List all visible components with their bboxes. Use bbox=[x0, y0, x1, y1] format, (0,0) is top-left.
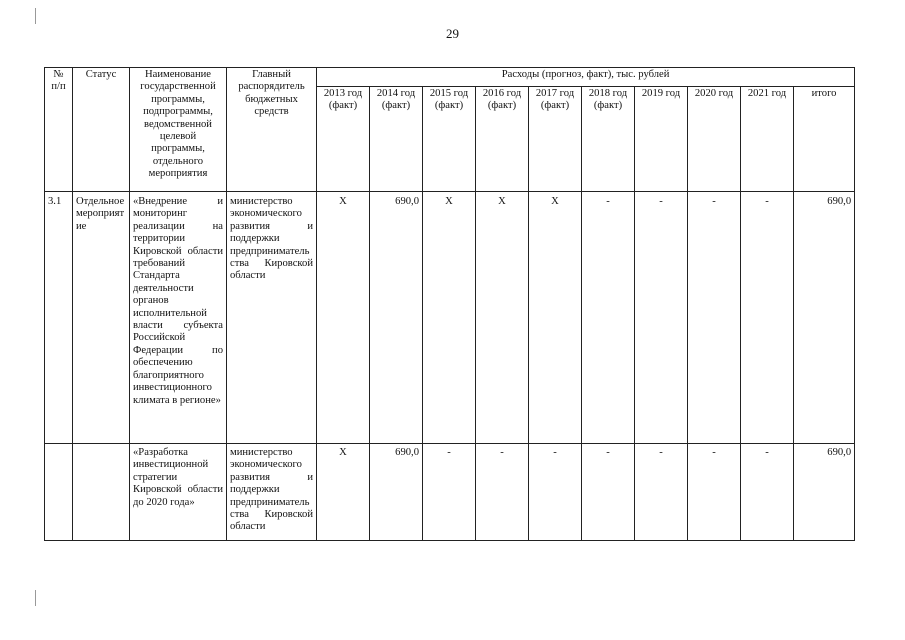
row-status: Отдельное мероприятие bbox=[73, 192, 130, 444]
total-header: итого bbox=[794, 87, 855, 192]
value-cell: - bbox=[635, 444, 688, 541]
row-name: «Разработка инвестиционной стратегии Кировской области до 2020 года» bbox=[130, 444, 227, 541]
value-cell: - bbox=[688, 444, 741, 541]
value-cell: X bbox=[529, 192, 582, 444]
table-row bbox=[45, 444, 855, 541]
header-num: № п/п bbox=[45, 68, 73, 192]
row-manager: министерство экономического развития и поддержки предпринимательства Кировской области bbox=[227, 444, 317, 541]
year-header: 2015 год (факт) bbox=[423, 87, 476, 192]
header-expenses: Расходы (прогноз, факт), тыс. рублей bbox=[317, 68, 855, 87]
value-cell: 690,0 bbox=[370, 192, 423, 444]
year-header: 2013 год (факт) bbox=[317, 87, 370, 192]
value-cell: - bbox=[741, 192, 794, 444]
scan-edge-mark-bottom bbox=[35, 590, 36, 606]
row-num bbox=[45, 444, 73, 541]
year-header: 2014 год (факт) bbox=[370, 87, 423, 192]
page-number: 29 bbox=[446, 26, 459, 41]
total-cell: 690,0 bbox=[794, 192, 855, 444]
value-cell: X bbox=[317, 192, 370, 444]
row-num: 3.1 bbox=[45, 192, 73, 444]
budget-table bbox=[44, 67, 855, 541]
header-name: Наименование государственной программы, подпрограммы, ведомственной целевой программы, отдельного мероприятия bbox=[130, 68, 227, 192]
value-cell: - bbox=[582, 192, 635, 444]
year-header: 2018 год (факт) bbox=[582, 87, 635, 192]
value-cell: - bbox=[635, 192, 688, 444]
scan-edge-mark-top bbox=[35, 8, 36, 24]
year-header: 2019 год bbox=[635, 87, 688, 192]
row-name: «Внедрение и мониторинг реализации на территории Кировской области требований Стандарта деятельности органов исполнительной власти субъекта Российской Федерации по обеспечению благоприятного инвестиционного климата в регионе» bbox=[130, 192, 227, 444]
value-cell: - bbox=[423, 444, 476, 541]
value-cell: - bbox=[688, 192, 741, 444]
header-status: Статус bbox=[73, 68, 130, 192]
value-cell: - bbox=[476, 444, 529, 541]
value-cell: - bbox=[582, 444, 635, 541]
value-cell: X bbox=[317, 444, 370, 541]
value-cell: - bbox=[741, 444, 794, 541]
table-header-row bbox=[45, 68, 855, 87]
value-cell: 690,0 bbox=[370, 444, 423, 541]
table-row bbox=[45, 192, 855, 444]
year-header: 2021 год bbox=[741, 87, 794, 192]
row-status bbox=[73, 444, 130, 541]
total-cell: 690,0 bbox=[794, 444, 855, 541]
value-cell: X bbox=[423, 192, 476, 444]
year-header: 2020 год bbox=[688, 87, 741, 192]
year-header: 2017 год (факт) bbox=[529, 87, 582, 192]
value-cell: X bbox=[476, 192, 529, 444]
value-cell: - bbox=[529, 444, 582, 541]
year-header: 2016 год (факт) bbox=[476, 87, 529, 192]
header-manager: Главный распорядитель бюджетных средств bbox=[227, 68, 317, 192]
row-manager: министерство экономического развития и поддержки предпринимательства Кировской области bbox=[227, 192, 317, 444]
